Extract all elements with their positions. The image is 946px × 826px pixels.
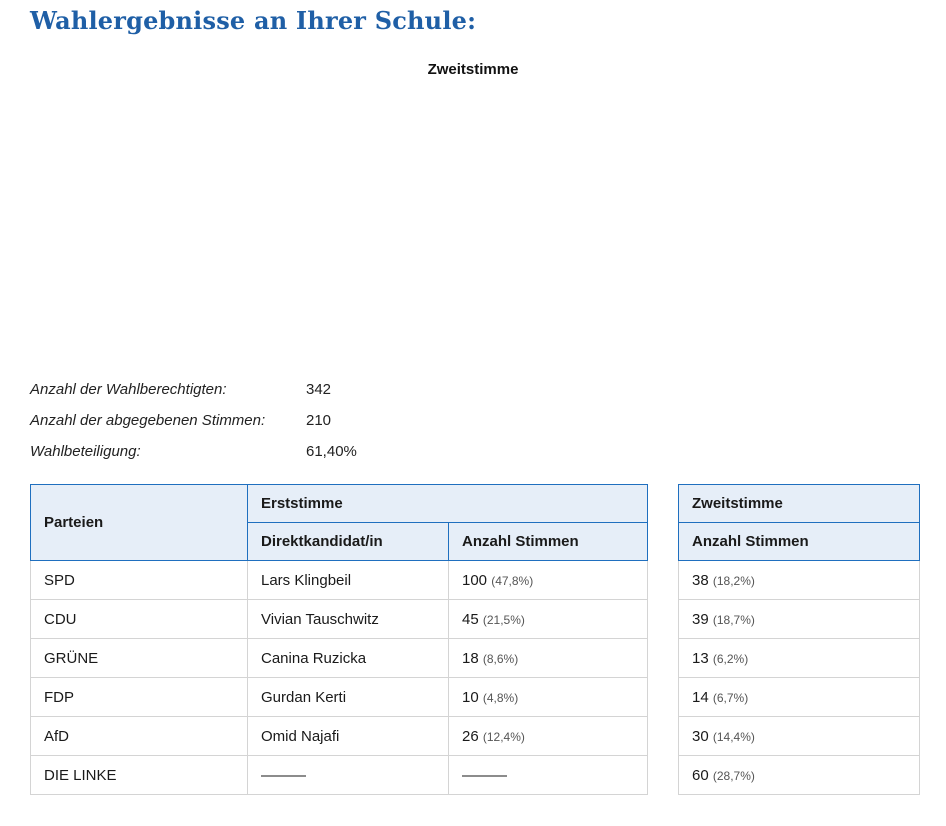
votes-count: 39 <box>692 610 709 628</box>
table-row <box>31 600 648 639</box>
votes-count: 45 <box>462 610 479 628</box>
votes-cell <box>679 639 920 678</box>
votes-percent: (28,7%) <box>712 768 755 783</box>
table-row <box>31 561 648 600</box>
votes-count: ——— <box>462 766 507 784</box>
table-row <box>679 756 920 795</box>
stat-value: 210 <box>306 412 332 429</box>
header-parteien: Parteien <box>31 485 248 561</box>
table-row <box>679 600 920 639</box>
votes-percent: (6,2%) <box>712 651 749 666</box>
votes-cell <box>449 561 648 600</box>
table-row <box>31 717 648 756</box>
votes-count: 18 <box>462 649 479 667</box>
candidate-cell: Lars Klingbeil <box>248 561 449 600</box>
stat-turnout <box>30 436 357 467</box>
header-anzahl-stimmen: Anzahl Stimmen <box>679 523 920 561</box>
candidate-cell: Vivian Tauschwitz <box>248 600 449 639</box>
votes-percent: (12,4%) <box>482 729 525 744</box>
table-row <box>31 756 648 795</box>
header-zweitstimme: Zweitstimme <box>679 485 920 523</box>
erststimme-table <box>30 484 648 795</box>
chart-title: Zweitstimme <box>427 61 519 78</box>
election-stats <box>30 374 357 467</box>
votes-percent: (4,8%) <box>482 690 519 705</box>
zweitstimme-table <box>678 484 920 795</box>
stat-label: Anzahl der Wahlberechtigten: <box>30 381 227 398</box>
page-title: Wahlergebnisse an Ihrer Schule: <box>30 6 477 35</box>
party-cell: GRÜNE <box>31 639 248 678</box>
candidate-cell: ——— <box>248 756 449 795</box>
chart-area-empty <box>200 90 760 360</box>
party-cell: CDU <box>31 600 248 639</box>
candidate-cell: Omid Najafi <box>248 717 449 756</box>
votes-count: 10 <box>462 688 479 706</box>
votes-count: 14 <box>692 688 709 706</box>
votes-count: 13 <box>692 649 709 667</box>
votes-cell <box>679 756 920 795</box>
party-cell: AfD <box>31 717 248 756</box>
table-row <box>679 717 920 756</box>
votes-percent: (47,8%) <box>491 573 534 588</box>
candidate-cell: Canina Ruzicka <box>248 639 449 678</box>
table-row <box>31 639 648 678</box>
votes-cell <box>449 678 648 717</box>
candidate-cell: Gurdan Kerti <box>248 678 449 717</box>
votes-cell <box>679 600 920 639</box>
votes-count: 100 <box>462 571 488 589</box>
votes-cell <box>679 678 920 717</box>
header-erststimme: Erststimme <box>248 485 648 523</box>
votes-cell <box>449 756 648 795</box>
votes-cell <box>449 600 648 639</box>
votes-percent: (18,7%) <box>712 612 755 627</box>
votes-cell <box>679 561 920 600</box>
votes-percent: (8,6%) <box>482 651 519 666</box>
votes-percent: (21,5%) <box>482 612 525 627</box>
header-anzahl-stimmen: Anzahl Stimmen <box>449 523 648 561</box>
table-row <box>679 639 920 678</box>
party-cell: FDP <box>31 678 248 717</box>
stat-votes-cast <box>30 405 357 436</box>
header-direktkandidat: Direktkandidat/in <box>248 523 449 561</box>
votes-count: 26 <box>462 727 479 745</box>
stat-label: Anzahl der abgegebenen Stimmen: <box>30 412 266 429</box>
stat-value: 342 <box>306 381 332 398</box>
table-row <box>31 678 648 717</box>
votes-percent: (18,2%) <box>712 573 755 588</box>
table-row <box>679 678 920 717</box>
stat-label: Wahlbeteiligung: <box>30 443 141 460</box>
votes-cell <box>449 639 648 678</box>
votes-count: 60 <box>692 766 709 784</box>
votes-count: 38 <box>692 571 709 589</box>
party-cell: SPD <box>31 561 248 600</box>
votes-cell <box>449 717 648 756</box>
stat-eligible-voters <box>30 374 357 405</box>
table-row <box>679 561 920 600</box>
votes-count: 30 <box>692 727 709 745</box>
votes-percent: (14,4%) <box>712 729 755 744</box>
votes-percent: (6,7%) <box>712 690 749 705</box>
party-cell: DIE LINKE <box>31 756 248 795</box>
stat-value: 61,40% <box>306 443 357 460</box>
votes-cell <box>679 717 920 756</box>
